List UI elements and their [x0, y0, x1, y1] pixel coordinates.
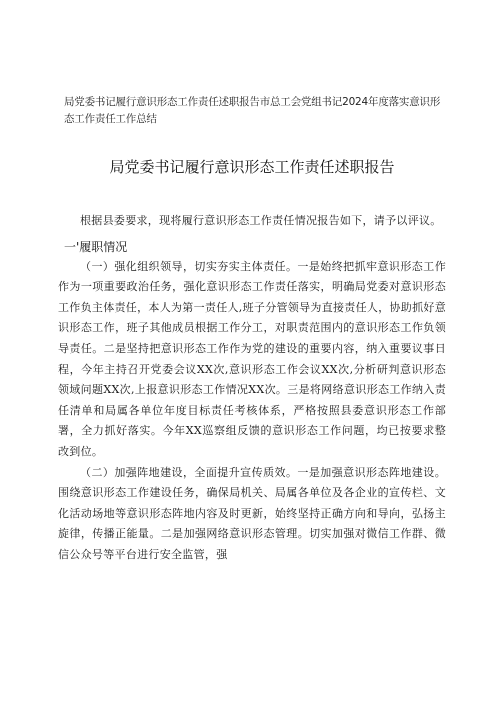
- section-heading-performance: 一'履职情况: [64, 239, 128, 254]
- intro-paragraph: 根据县委要求，现将履行意识形态工作责任情况报告如下，请予以评议。: [80, 214, 442, 227]
- paragraph-organization-leadership: （一）强化组织领导，切实夯实主体责任。一是始终把抓牢意识形态工作作为一项重要政治任务，强化意识形态工作责任落实，明确局党委对意识形态工作负主体责任，本人为第一责任人,班子分管领导为直接责任人，协助抓好意识形态工作，班子其他成员根据工作分工，对职责范围内的意识形态工作负领导责任。二是坚持把意识形态工作作为党的建设的重要内容，纳入重要议事日程，今年主持召开党委会议XX次,意识形态工作会议XX次,分析研判意识形态领域问题XX次,上报意识形态工作情况XX次。三是将网络意识形态工作纳入责任清单和局属各单位年度目标责任考核体系，严格按照县委意识形态工作部署，全力抓好落实。今年XX巡察组反馈的意识形态工作问题，均已按要求整改到位。: [58, 259, 446, 458]
- document-title: 局党委书记履行意识形态工作责任述职报告: [109, 158, 395, 176]
- paragraph-position-building: （二）加强阵地建设，全面提升宣传质效。一是加强意识形态阵地建设。围绕意识形态工作建设任务，确保局机关、局属各单位及各企业的宣传栏、文化活动场地等意识形态阵地内容及时更新，始终坚持正确方向和导向，弘扬主旋律，传播正能量。二是加强网络意识形态管理。切实加强对微信工作群、微信公众号等平台进行安全监管，强: [58, 465, 446, 561]
- document-header: 局党委书记履行意识形态工作责任述职报告市总工会党组书记2024年度落实意识形态工作责任工作总结: [64, 96, 441, 125]
